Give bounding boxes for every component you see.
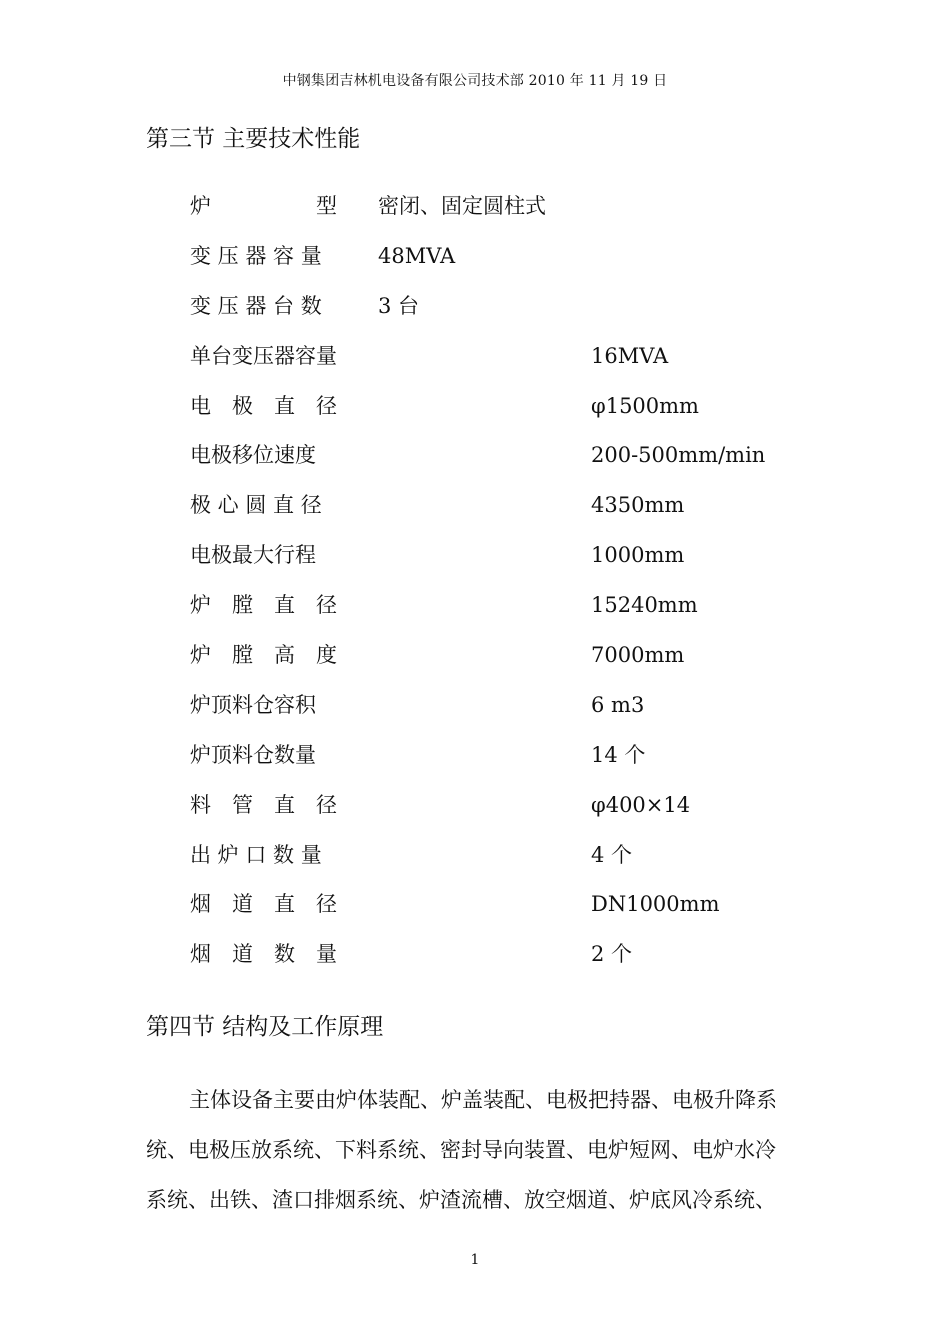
spec-value: 7000mm [591, 643, 685, 668]
spec-row-single-transformer-capacity [0, 340, 950, 390]
spec-value: 3 台 [378, 293, 420, 318]
spec-label: 烟 道 直 径 [190, 892, 337, 917]
spec-label: 极 心 圆 直 径 [190, 493, 322, 518]
spec-row-furnace-type [0, 190, 950, 240]
spec-row-flue-count [0, 938, 950, 988]
spec-value: 200-500mm/min [591, 443, 766, 468]
spec-label: 料 管 直 径 [190, 792, 337, 817]
spec-value: φ1500mm [591, 393, 699, 418]
spec-value: 15240mm [591, 593, 698, 618]
spec-value: 1000mm [591, 543, 685, 568]
spec-list [0, 190, 950, 988]
spec-value: 6 m3 [591, 692, 645, 717]
paragraph-line: 主体设备主要由炉体装配、炉盖装配、电极把持器、电极升降系 [189, 1088, 777, 1112]
spec-label: 炉 膛 高 度 [190, 643, 337, 668]
spec-row-transformer-capacity [0, 240, 950, 290]
spec-value: DN1000mm [591, 892, 720, 917]
spec-value: 4350mm [591, 493, 685, 518]
spec-row-taphole-count [0, 839, 950, 889]
structure-paragraph [146, 1075, 816, 1225]
spec-row-hearth-height [0, 639, 950, 689]
spec-label: 单台变压器容量 [190, 343, 337, 368]
spec-value: 14 个 [591, 742, 646, 767]
spec-row-pitch-circle-diameter [0, 489, 950, 539]
spec-row-bin-count [0, 739, 950, 789]
spec-row-bin-volume [0, 689, 950, 739]
spec-label: 炉顶料仓容积 [190, 692, 316, 717]
spec-label: 变 压 器 容 量 [190, 243, 322, 268]
spec-value: 2 个 [591, 942, 633, 967]
spec-value: 密闭、固定圆柱式 [378, 194, 546, 218]
page-number: 1 [470, 1252, 480, 1268]
spec-value: 4 个 [591, 842, 633, 867]
spec-row-feed-pipe-diameter [0, 789, 950, 839]
spec-label: 电极移位速度 [190, 443, 316, 468]
paragraph-line: 系统、出铁、渣口排烟系统、炉渣流槽、放空烟道、炉底风冷系统、 [146, 1188, 776, 1212]
spec-label: 出 炉 口 数 量 [190, 842, 322, 867]
spec-label: 烟 道 数 量 [190, 942, 337, 967]
spec-label: 电极最大行程 [190, 543, 316, 568]
page-header: 中钢集团吉林机电设备有限公司技术部 2010 年 11 月 19 日 [282, 73, 668, 89]
spec-value: 48MVA [378, 243, 456, 268]
spec-value: φ400×14 [591, 792, 691, 817]
spec-label: 炉 膛 直 径 [190, 593, 337, 618]
spec-value: 16MVA [591, 343, 669, 368]
spec-row-electrode-diameter [0, 390, 950, 440]
spec-label: 炉 型 [190, 194, 337, 218]
paragraph-line: 统、电极压放系统、下料系统、密封导向装置、电炉短网、电炉水冷 [146, 1138, 776, 1162]
section-3-title: 第三节 主要技术性能 [146, 126, 361, 152]
spec-row-electrode-max-stroke [0, 539, 950, 589]
spec-row-transformer-count [0, 290, 950, 340]
spec-label: 变 压 器 台 数 [190, 293, 322, 318]
spec-row-flue-diameter [0, 888, 950, 938]
spec-row-electrode-speed [0, 439, 950, 489]
spec-row-hearth-diameter [0, 589, 950, 639]
spec-label: 炉顶料仓数量 [190, 742, 316, 767]
spec-label: 电 极 直 径 [190, 393, 337, 418]
section-4-title: 第四节 结构及工作原理 [146, 1014, 384, 1040]
